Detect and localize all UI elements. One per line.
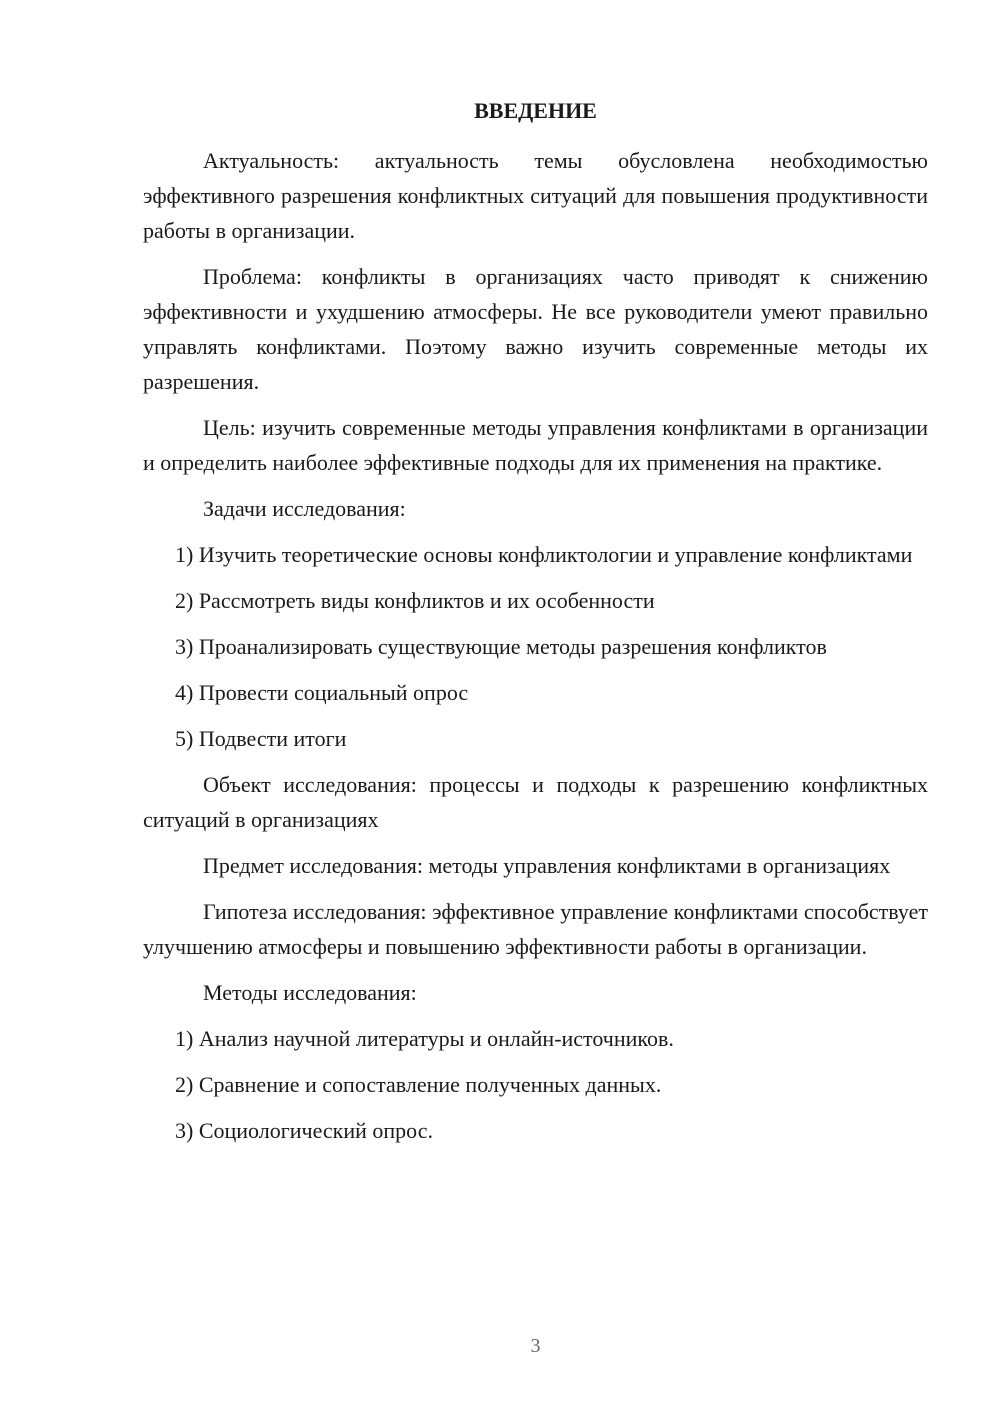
methods-heading: Методы исследования: (203, 980, 417, 1005)
task-item: 2) Рассмотреть виды конфликтов и их особенности (175, 588, 655, 613)
document-page (143, 0, 928, 1414)
task-item: 5) Подвести итоги (175, 726, 347, 751)
section-title: ВВЕДЕНИЕ (474, 98, 597, 123)
tasks-heading: Задачи исследования: (203, 496, 406, 521)
task-item: 3) Проанализировать существующие методы разрешения конфликтов (175, 634, 827, 659)
paragraph-object: Объект исследования: процессы и подходы к разрешению конфликтных ситуаций в организациях (143, 772, 928, 832)
method-item: 2) Сравнение и сопоставление полученных данных. (175, 1072, 662, 1097)
task-item: 1) Изучить теоретические основы конфликтологии и управление конфликтами (175, 542, 913, 567)
paragraph-goal: Цель: изучить современные методы управления конфликтами в организации и определить наиболее эффективные подходы для их применения на практике. (143, 415, 928, 475)
paragraph-subject: Предмет исследования: методы управления конфликтами в организациях (203, 853, 891, 878)
paragraph-hypothesis: Гипотеза исследования: эффективное управление конфликтами способствует улучшению атмосферы и повышению эффективности работы в организации. (143, 899, 928, 959)
paragraph-relevance: Актуальность: актуальность темы обусловлена необходимостью эффективного разрешения конфликтных ситуаций для повышения продуктивности работы в организации. (143, 148, 928, 243)
method-item: 3) Социологический опрос. (175, 1118, 433, 1143)
paragraph-problem: Проблема: конфликты в организациях часто приводят к снижению эффективности и ухудшению атмосферы. Не все руководители умеют правильно управлять конфликтами. Поэтому важно изучить современные методы их разрешения. (143, 264, 928, 394)
task-item: 4) Провести социальный опрос (175, 680, 469, 705)
page-number: 3 (530, 1335, 541, 1357)
method-item: 1) Анализ научной литературы и онлайн-источников. (175, 1026, 674, 1051)
section-body (143, 143, 928, 1159)
